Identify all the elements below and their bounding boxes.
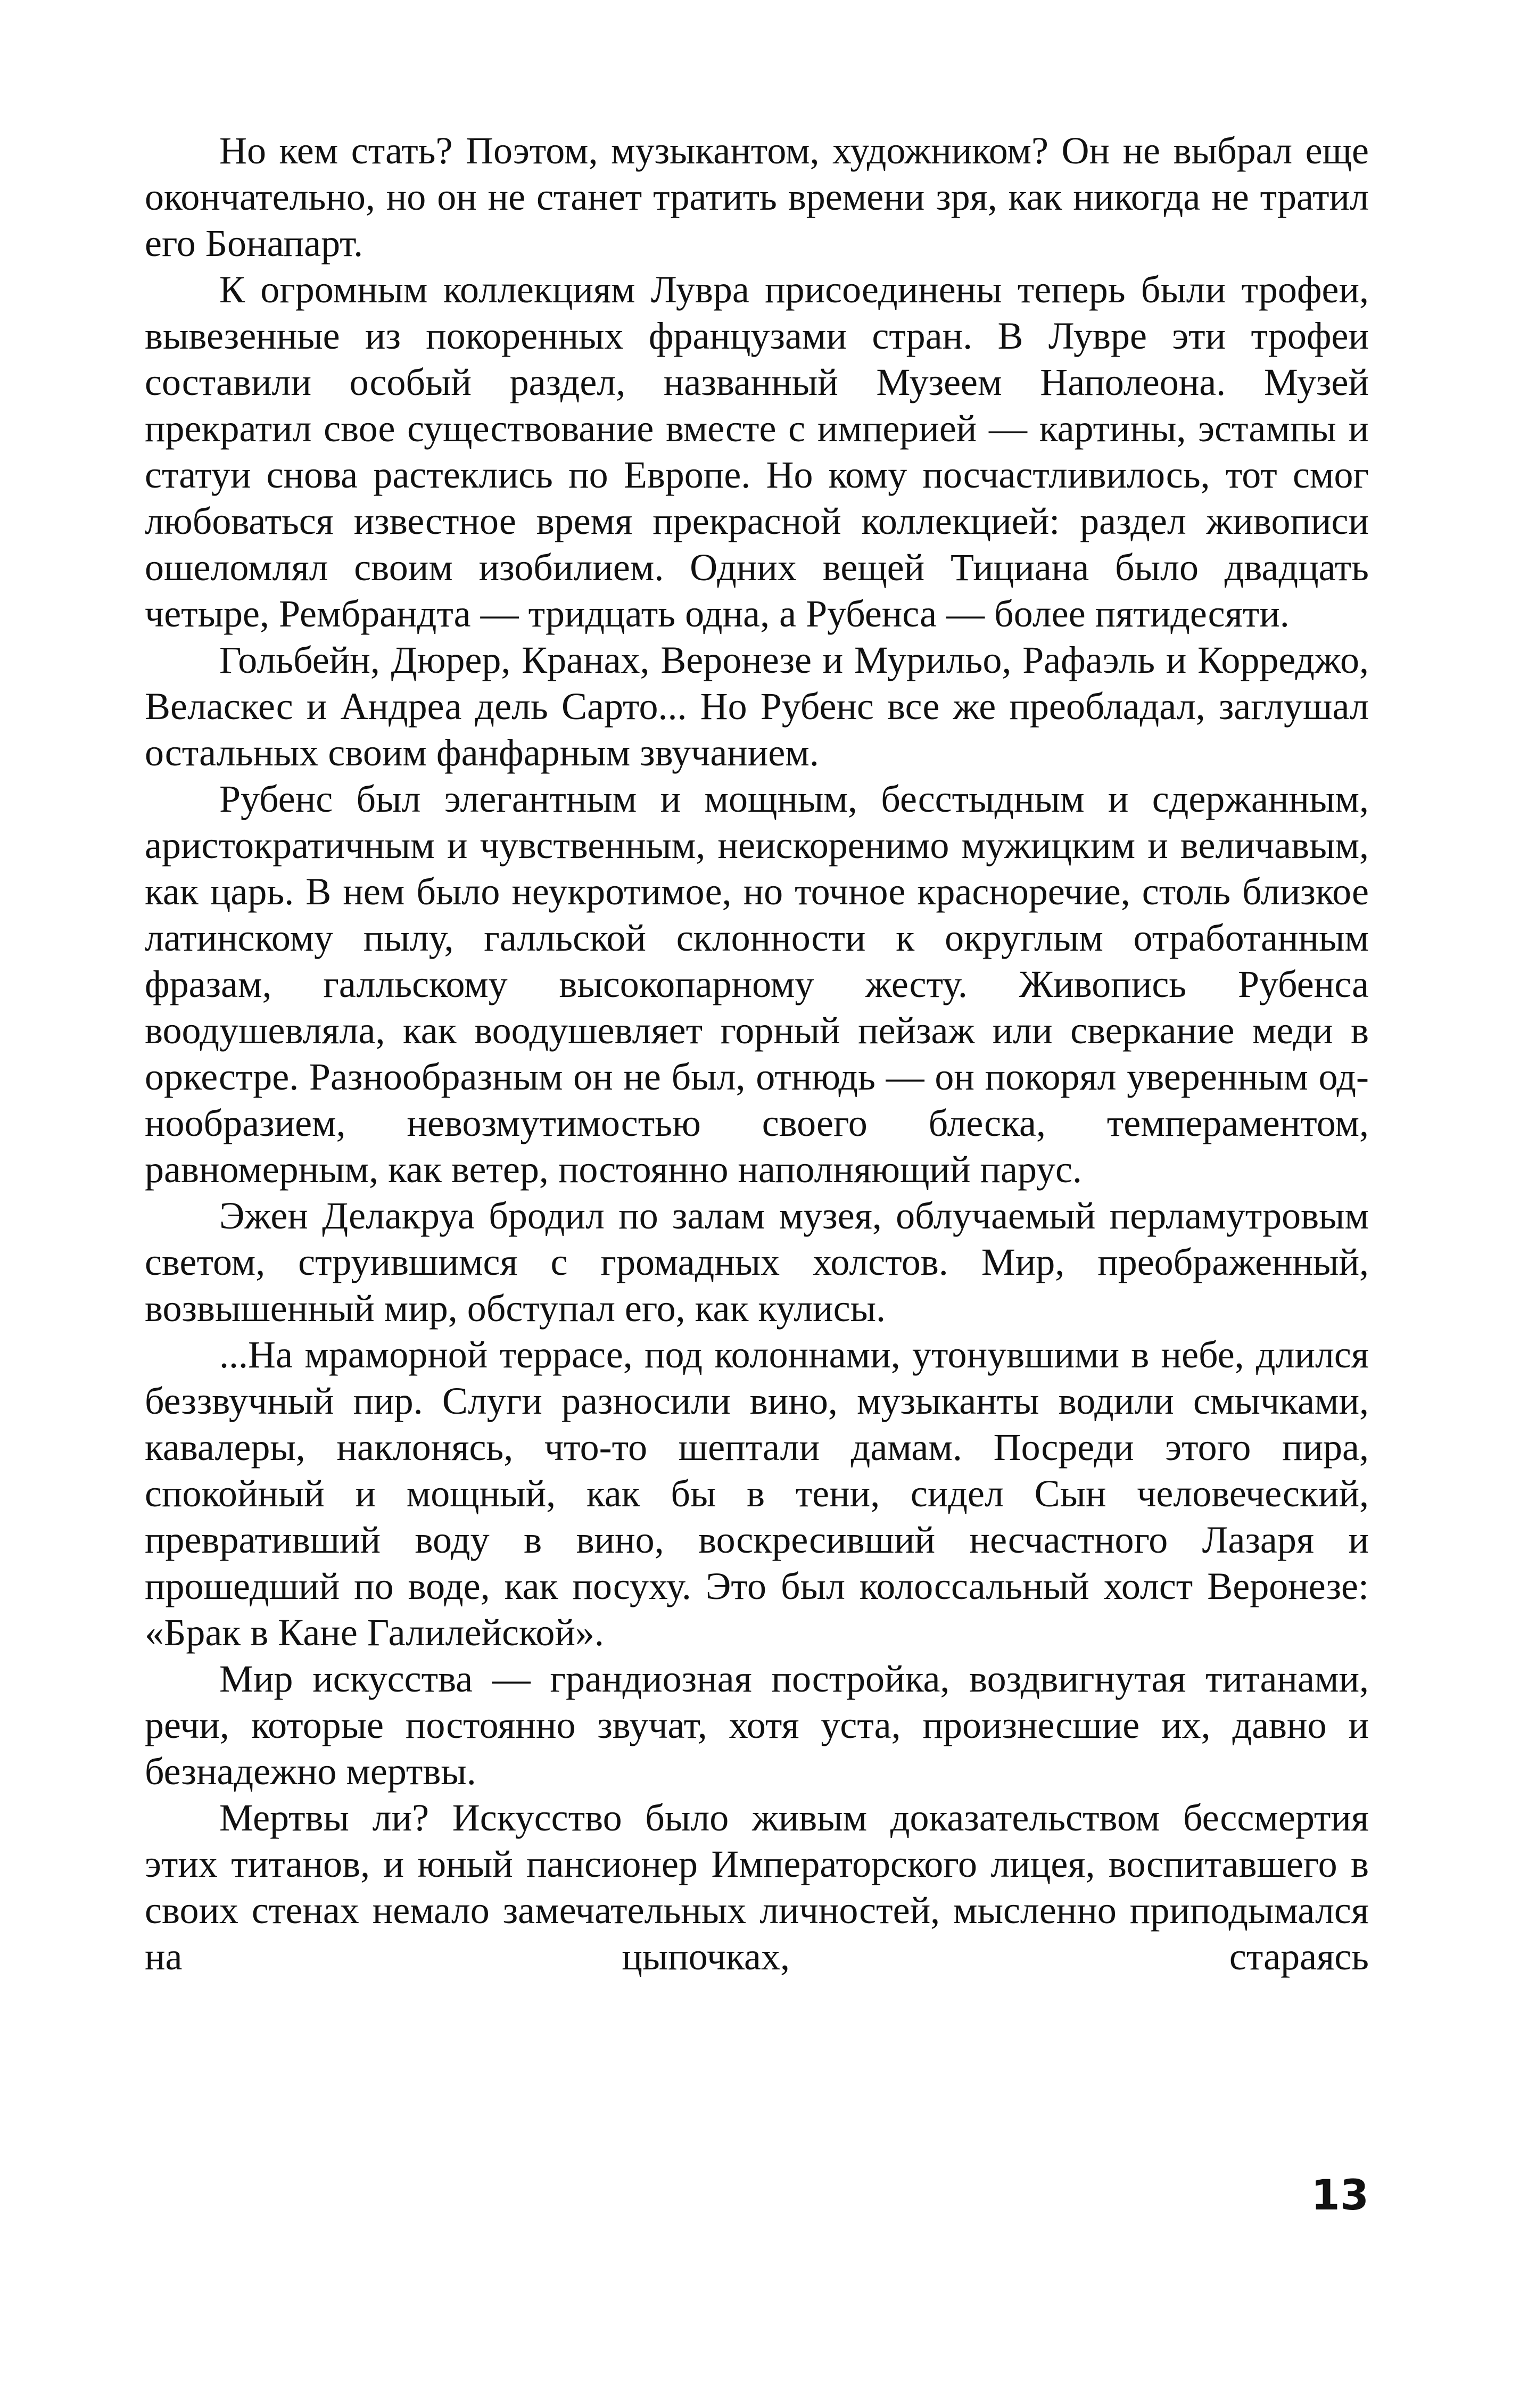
paragraph-8: Мертвы ли? Искусство было живым доказательством бессмертия этих титанов, и юный пансионер Императорского лицея, воспитавшего в своих стенах немало замечательных личностей, мысленно приподымался на цыпочках, стараясь (145, 1796, 1369, 1978)
paragraph-5: Эжен Делакруа бродил по залам музея, облучаемый перламутровым светом, струившимся с громадных холстов. Мир, преображенный, возвышенный мир, обступал его, как кулисы. (145, 1194, 1369, 1330)
paragraph-2: К огромным коллекциям Лувра присоединены теперь были трофеи, вывезенные из покоренных французами стран. В Лувре эти трофеи составили особый раздел, названный Музеем Наполеона. Музей прекратил свое существование вместе с империей — картины, эстампы и статуи снова растеклись по Европе. Но кому посчастливилось, тот смог любоваться известное время прекрасной коллекцией: раздел живописи ошеломлял своим изобилием. Одних вещей Тициана было двадцать четыре, Рембрандта — тридцать одна, а Рубенса — более пятидесяти. (145, 268, 1369, 635)
body-text (145, 128, 1369, 1980)
paragraph-4: Рубенс был элегантным и мощным, бесстыдным и сдержанным, аристократичным и чувственным, неискоренимо мужицким и величавым, как царь. В нем было неукротимое, но точное красноречие, столь близкое латинскому пылу, галльской склонности к округлым отработанным фразам, галльскому высокопарному жесту. Живопись Рубенса воодушевляла, как воодушевляет горный пейзаж или сверкание меди в оркестре. Разнообразным он не был, отнюдь — он покорял уверенным однообразием, невозмутимостью своего блеска, темпераментом, равномерным, как ветер, постоянно наполняющий парус. (145, 778, 1369, 1191)
paragraph-6: ...На мраморной террасе, под колоннами, утонувшими в небе, длился беззвучный пир. Слуги разносили вино, музыканты водили смычками, кавалеры, наклонясь, что-то шептали дамам. Посреди этого пира, спокойный и мощный, как бы в тени, сидел Сын человеческий, превративший воду в вино, воскресивший несчастного Лазаря и прошедший по воде, как посуху. Это был колоссальный холст Веронезе: «Брак в Кане Галилейской». (145, 1333, 1369, 1654)
page-number: 13 (1311, 2172, 1369, 2220)
paragraph-3: Гольбейн, Дюрер, Кранах, Веронезе и Мурильо, Рафаэль и Корреджо, Веласкес и Андреа дель Сарто... Но Рубенс все же преобладал, заглушал остальных своим фанфарным звучанием. (145, 639, 1369, 774)
paragraph-7: Мир искусства — грандиозная постройка, воздвигнутая титанами, речи, которые постоянно звучат, хотя уста, произнесшие их, давно и безнадежно мертвы. (145, 1657, 1369, 1793)
paragraph-1: Но кем стать? Поэтом, музыкантом, художником? Он не выбрал еще окончательно, но он не станет тратить времени зря, как никогда не тратил его Бонапарт. (145, 129, 1369, 265)
